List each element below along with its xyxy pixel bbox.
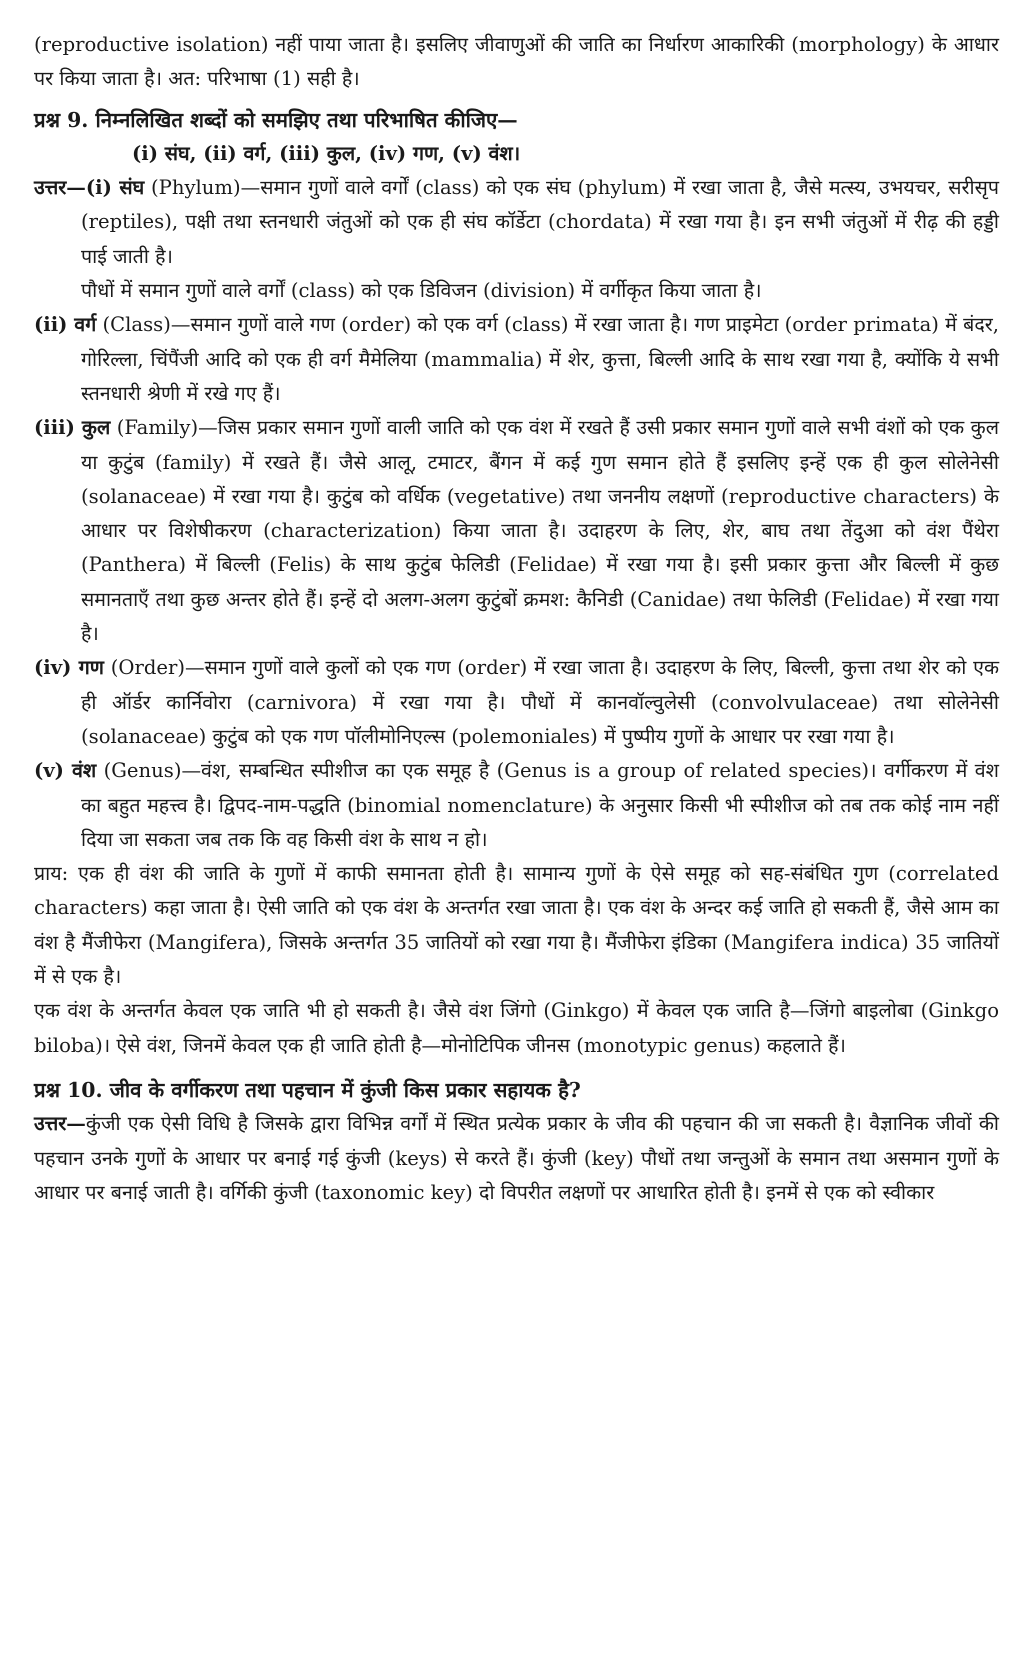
question-9-options: (i) संघ, (ii) वर्ग, (iii) कुल, (iv) गण, (v) वंश। [132, 141, 521, 165]
class-text: (Class)—समान गुणों वाले गण (order) को एक वर्ग (class) में रखा जाता है। गण प्राइमेटा (order primata) में बंदर, गोरिल्ला, चिंपैंजी आदि को एक ही वर्ग मैमेलिया (mammalia) में शेर, कुत्ता, बिल्ली आदि के साथ रखा गया है, क्योंकि ये सभी स्तनधारी श्रेणी में रखे गए हैं। [81, 313, 999, 405]
class-paragraph [34, 308, 999, 411]
monotypic-paragraph: एक वंश के अन्तर्गत केवल एक जाति भी हो सकती है। जैसे वंश जिंगो (Ginkgo) में केवल एक जाति है—जिंगो बाइलोबा (Ginkgo biloba)। ऐसे वंश, जिनमें केवल एक ही जाति होती है—मोनोटिपिक जीनस (monotypic genus) कहलाते हैं। [34, 999, 999, 1057]
answer-10-text: कुंजी एक ऐसी विधि है जिसके द्वारा विभिन्न वर्गों में स्थित प्रत्येक प्रकार के जीव की पहचान की जा सकती है। वैज्ञानिक जीवों की पहचान उनके गुणों के आधार पर बनाई गई कुंजी (keys) से करते हैं। कुंजी (key) पौधों तथा जन्तुओं के समान तथा असमान गुणों के आधार पर बनाई जाती है। वर्गिकी कुंजी (taxonomic key) दो विपरीत लक्षणों पर आधारित होती है। इनमें से एक को स्वीकार [34, 1112, 999, 1204]
phylum-plants-paragraph: पौधों में समान गुणों वाले वर्गों (class) को एक डिविजन (division) में वर्गीकृत किया जाता है। [81, 279, 762, 303]
family-text: (Family)—जिस प्रकार समान गुणों वाली जाति को एक वंश में रखते हैं उसी प्रकार समान गुणों वाले सभी वंशों को एक कुल या कुटुंब (family) में रखते हैं। जैसे आलू, टमाटर, बैंगन में कई गुण समान होते हैं इसलिए इन्हें एक ही कुल सोलेनेसी (solanaceae) में रखा गया है। कुटुंब को वर्धिक (vegetative) तथा जननीय लक्षणों (reproductive characters) के आधार पर विशेषीकरण (characterization) किया जाता है। उदाहरण के लिए, शेर, बाघ तथा तेंदुआ को वंश पैंथेरा (Panthera) में बिल्ली (Felis) के साथ कुटुंब फेलिडी (Felidae) में रखा गया है। इसी प्रकार कुत्ता और बिल्ली में कुछ समानताएँ तथा कुछ अन्तर होते हैं। इन्हें दो अलग-अलग कुटुंबों क्रमश: कैनिडी (Canidae) तथा फेलिडी (Felidae) में रखा गया है। [81, 416, 999, 646]
phylum-label: (i) संघ [85, 176, 145, 200]
order-text: (Order)—समान गुणों वाले कुलों को एक गण (order) में रखा जाता है। उदाहरण के लिए, बिल्ली, कुत्ता तथा शेर को एक ही ऑर्डर कार्निवोरा (carnivora) में रखा गया है। पौधों में कानवॉल्वुलेसी (convolvulaceae) तथा सोलेनेसी (solanaceae) कुटुंब को एक गण पॉलीमोनिएल्स (polemoniales) में पुष्पीय गुणों के आधार पर रखा गया है। [81, 656, 999, 748]
class-label: (ii) वर्ग [34, 313, 97, 337]
phylum-text: (Phylum)—समान गुणों वाले वर्गों (class) को एक संघ (phylum) में रखा जाता है, जैसे मत्स्य, उभयचर, सरीसृप (reptiles), पक्षी तथा स्तनधारी जंतुओं को एक ही संघ कॉर्डेटा (chordata) में रखा गया है। इन सभी जंतुओं में रीढ़ की हड्डी पाई जाती है। [81, 176, 999, 268]
intro-paragraph: (reproductive isolation) नहीं पाया जाता है। इसलिए जीवाणुओं की जाति का निर्धारण आकारिकी (morphology) के आधार पर किया जाता है। अत: परिभाषा (1) सही है। [34, 33, 999, 91]
order-paragraph [34, 651, 999, 754]
general-paragraph: प्राय: एक ही वंश की जाति के गुणों में काफी समानता होती है। सामान्य गुणों के ऐसे समूह को सह-संबंधित गुण (correlated characters) कहा जाता है। ऐसी जाति को एक वंश के अन्तर्गत रखा जाता है। एक वंश के अन्दर कई जाति हो सकती हैं, जैसे आम का वंश है मैंजीफेरा (Mangifera), जिसके अन्तर्गत 35 जातियों को रखा गया है। मैंजीफेरा इंडिका (Mangifera indica) 35 जातियों में से एक है। [34, 862, 999, 989]
genus-paragraph [34, 754, 999, 857]
answer-10-paragraph [34, 1107, 999, 1210]
family-paragraph [34, 411, 999, 651]
question-10: प्रश्न 10. जीव के वर्गीकरण तथा पहचान में कुंजी किस प्रकार सहायक है? [34, 1077, 581, 1102]
question-9: प्रश्न 9. निम्नलिखित शब्दों को समझिए तथा परिभाषित कीजिए— [34, 107, 518, 132]
order-label: (iv) गण [34, 656, 104, 680]
answer-label: उत्तर— [34, 176, 86, 200]
genus-text: (Genus)—वंश, सम्बन्धित स्पीशीज का एक समूह है (Genus is a group of related species)। वर्गीकरण में वंश का बहुत महत्त्व है। द्विपद-नाम-पद्धति (binomial nomenclature) के अनुसार किसी भी स्पीशीज को तब तक कोई नाम नहीं दिया जा सकता जब तक कि वह किसी वंश के साथ न हो। [81, 759, 999, 851]
answer-10-label: उत्तर— [34, 1112, 86, 1136]
genus-label: (v) वंश [34, 759, 97, 783]
family-label: (iii) कुल [34, 416, 111, 440]
phylum-paragraph [34, 171, 999, 274]
